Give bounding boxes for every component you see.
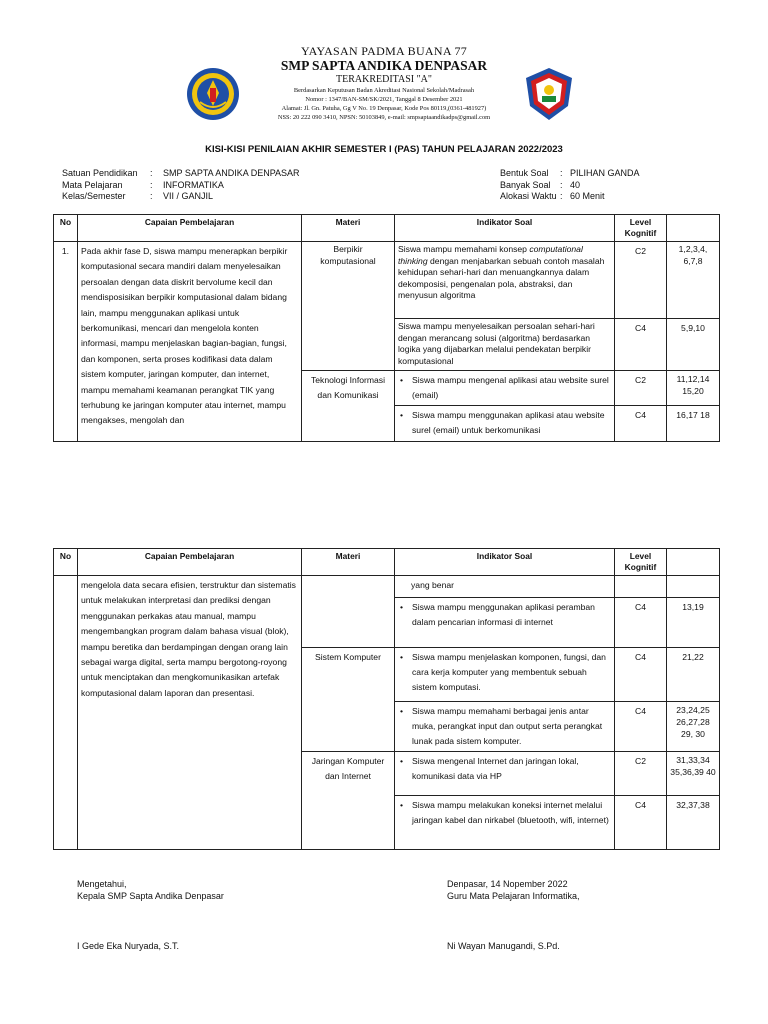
level-cell: C4 [615, 648, 667, 702]
meta-value: 40 [570, 179, 581, 190]
row-number: 1. [54, 242, 78, 442]
meta-value: SMP SAPTA ANDIKA DENPASAR [163, 168, 300, 178]
bullet-icon: • [400, 410, 404, 420]
soal-cell: 11,12,14 15,20 [667, 371, 720, 406]
header-soal [667, 549, 720, 576]
bullet-icon: • [400, 706, 404, 716]
header-materi: Materi [302, 215, 395, 242]
header-indikator: Indikator Soal [395, 549, 615, 576]
indikator-text: Siswa mampu mengenal aplikasi atau website surel (email) [412, 375, 609, 400]
sig-right-line2: Guru Mata Pelajaran Informatika, [447, 891, 580, 901]
indikator-cell: yang benar [395, 576, 615, 598]
meta-value: VII / GANJIL [163, 191, 214, 201]
level-cell: C2 [615, 371, 667, 406]
header-level: Level Kognitif [615, 549, 667, 576]
header-capaian: Capaian Pembelajaran [78, 215, 302, 242]
decree-number: Nomor : 1347/BAN-SM/SK/2021, Tanggal 8 Desember 2021 [305, 96, 463, 103]
school-address: Alamat: Jl. Gn. Patuha, Gg V No. 19 Denpasar, Kode Pos 80119,(0361-481927) [281, 105, 487, 112]
table-row [54, 576, 720, 598]
foundation-name: YAYASAN PADMA BUANA 77 [300, 44, 468, 58]
bullet-icon: • [400, 652, 404, 662]
header-indikator: Indikator Soal [395, 215, 615, 242]
bullet-icon: • [400, 375, 404, 385]
indikator-text: dengan menjabarkan sebuah contoh masalah kehidupan sehari-hari dan menuangkannya dalam dekomposisi, pengenalan pola, abstraksi, dan menyusun algoritma [398, 255, 605, 300]
meta-label: Bentuk Soal [500, 168, 549, 178]
indikator-text: Siswa mengenal Internet dan jaringan lokal, komunikasi data via HP [412, 756, 579, 781]
teacher-name: Ni Wayan Manugandi, S.Pd. [447, 941, 560, 951]
accreditation: TERAKREDITASI "A" [336, 74, 432, 85]
meta-row [62, 168, 362, 180]
level-cell: C4 [615, 319, 667, 371]
indikator-cell [395, 598, 615, 648]
indikator-cell [395, 752, 615, 796]
indikator-cell: Siswa mampu menyelesaikan persoalan sehari-hari dengan merancang solusi (algoritma) berdasarkan logika yang dijabarkan melalui pendekatan berpikir komputasional [395, 319, 615, 371]
materi-cell: Teknologi Informasi dan Komunikasi [302, 371, 395, 442]
indikator-cell [395, 242, 615, 319]
sig-right-line1: Denpasar, 14 Nopember 2022 [447, 879, 568, 889]
soal-cell: 21,22 [667, 648, 720, 702]
level-cell: C4 [615, 702, 667, 752]
foundation-logo [186, 66, 240, 122]
school-ids: NSS: 20 222 090 3410, NPSN: 50103849, e-mail: smpsaptaandikadps@gmail.com [277, 114, 491, 121]
bullet-icon: • [400, 756, 404, 766]
header-no: No [54, 215, 78, 242]
capaian-text: Pada akhir fase D, siswa mampu menerapkan berpikir komputasional secara mandiri dalam menyelesaikan persoalan dengan data diskrit bervolume kecil dan mendisposisikan berpikir komputasional dalam bidang lain, mampu menggunakan aplikasi untuk berkomunikasi, mencari dan mengelola konten informasi, mampu menjelaskan bagian-bagian, fungsi, dan komponen, serta proses kodifikasi data dalam sistem komputer, jaringan komputer, dan internet, mampu memahami keamanan perangkat TIK yang terhubung ke jaringan komputer atau internet, mampu mengakses, mengolah dan [78, 242, 302, 442]
meta-sep: : [560, 179, 563, 190]
header-capaian: Capaian Pembelajaran [78, 549, 302, 576]
indikator-text: Siswa mampu menggunakan aplikasi atau website surel (email) untuk berkomunikasi [412, 410, 605, 435]
school-name: SMP SAPTA ANDIKA DENPASAR [280, 58, 488, 73]
meta-right [500, 168, 720, 203]
soal-cell: 23,24,25 26,27,28 29, 30 [667, 702, 720, 752]
soal-cell: 32,37,38 [667, 796, 720, 850]
meta-row [500, 168, 720, 180]
indikator-italic: computational thinking [398, 244, 583, 266]
soal-cell [667, 576, 720, 598]
header-materi: Materi [302, 549, 395, 576]
meta-label: Banyak Soal [500, 179, 551, 190]
headmaster-name: I Gede Eka Nuryada, S.T. [77, 941, 180, 951]
indikator-cell [395, 406, 615, 442]
meta-label: Alokasi Waktu [500, 191, 557, 201]
indikator-cell [395, 371, 615, 406]
indikator-cell [395, 702, 615, 752]
kisi-table-page1 [53, 214, 720, 442]
soal-cell: 13,19 [667, 598, 720, 648]
table-row [54, 242, 720, 319]
soal-cell: 1,2,3,4, 6,7,8 [667, 242, 720, 319]
level-cell: C4 [615, 598, 667, 648]
level-cell: C2 [615, 752, 667, 796]
sig-left-line2: Kepala SMP Sapta Andika Denpasar [77, 891, 224, 901]
meta-row [500, 180, 720, 192]
level-cell [615, 576, 667, 598]
materi-cell: Berpikir komputasional [302, 242, 395, 371]
signature-left [77, 878, 224, 902]
soal-cell: 31,33,34 35,36,39 40 [667, 752, 720, 796]
indikator-text: Siswa mampu memahami berbagai jenis antar muka, perangkat input dan output serta perangkat lunak pada sistem komputer. [412, 706, 603, 746]
indikator-text: Siswa mampu melakukan koneksi internet melalui jaringan kabel dan nirkabel (bluetooth, wifi, internet) [412, 800, 609, 825]
header-level: Level Kognitif [615, 215, 667, 242]
meta-label: Mata Pelajaran [62, 179, 123, 190]
bullet-icon: • [400, 800, 404, 810]
meta-value: INFORMATIKA [163, 179, 224, 190]
meta-sep: : [560, 168, 563, 178]
document-title: KISI-KISI PENILAIAN AKHIR SEMESTER I (PAS) TAHUN PELAJARAN 2022/2023 [205, 144, 563, 155]
level-cell: C4 [615, 796, 667, 850]
materi-cell: Jaringan Komputer dan Internet [302, 752, 395, 850]
meta-label: Satuan Pendidikan [62, 168, 138, 178]
bullet-icon: • [400, 602, 404, 612]
meta-sep: : [150, 191, 153, 201]
materi-cell [302, 576, 395, 648]
meta-sep: : [560, 191, 563, 201]
header-no: No [54, 549, 78, 576]
table-header-row [54, 549, 720, 576]
meta-sep: : [150, 179, 153, 190]
table-header-row [54, 215, 720, 242]
level-cell: C2 [615, 242, 667, 319]
capaian-text: mengelola data secara efisien, terstruktur dan sistematis untuk melakukan interpretasi dan prediksi dengan menggunakan perkakas atau manual, mampu mengembangkan program dalam bahasa visual (blok), mampu beretika dan berdampingan dengan orang lain sebagai warga digital, serta mampu bergotong-royong untuk menciptakan dan mengkomunikasikan artefak komputasional dalam laporan dan presentasi. [78, 576, 302, 850]
meta-value: 60 Menit [570, 191, 605, 201]
indikator-text: Siswa mampu memahami konsep [398, 244, 530, 254]
meta-left [62, 168, 362, 203]
meta-row [62, 191, 362, 203]
kisi-table-page2 [53, 548, 720, 850]
header-soal [667, 215, 720, 242]
materi-cell: Sistem Komputer [302, 648, 395, 752]
meta-sep: : [150, 168, 153, 178]
signature-right [447, 878, 580, 902]
meta-row [62, 180, 362, 192]
soal-cell: 16,17 18 [667, 406, 720, 442]
meta-label: Kelas/Semester [62, 191, 126, 201]
accreditation-decree: Berdasarkan Keputusan Badan Akreditasi Nasional Sekolah/Madrasah [293, 87, 475, 94]
school-logo [522, 66, 576, 122]
indikator-text: Siswa mampu menggunakan aplikasi peramban dalam pencarian informasi di internet [412, 602, 595, 627]
indikator-cell [395, 796, 615, 850]
sig-left-line1: Mengetahui, [77, 879, 127, 889]
meta-row [500, 191, 720, 203]
meta-value: PILIHAN GANDA [570, 168, 640, 178]
row-number [54, 576, 78, 850]
indikator-cell [395, 648, 615, 702]
soal-cell: 5,9,10 [667, 319, 720, 371]
level-cell: C4 [615, 406, 667, 442]
indikator-text: Siswa mampu menjelaskan komponen, fungsi, dan cara kerja komputer yang membentuk sebuah sistem komputasi. [412, 652, 606, 692]
